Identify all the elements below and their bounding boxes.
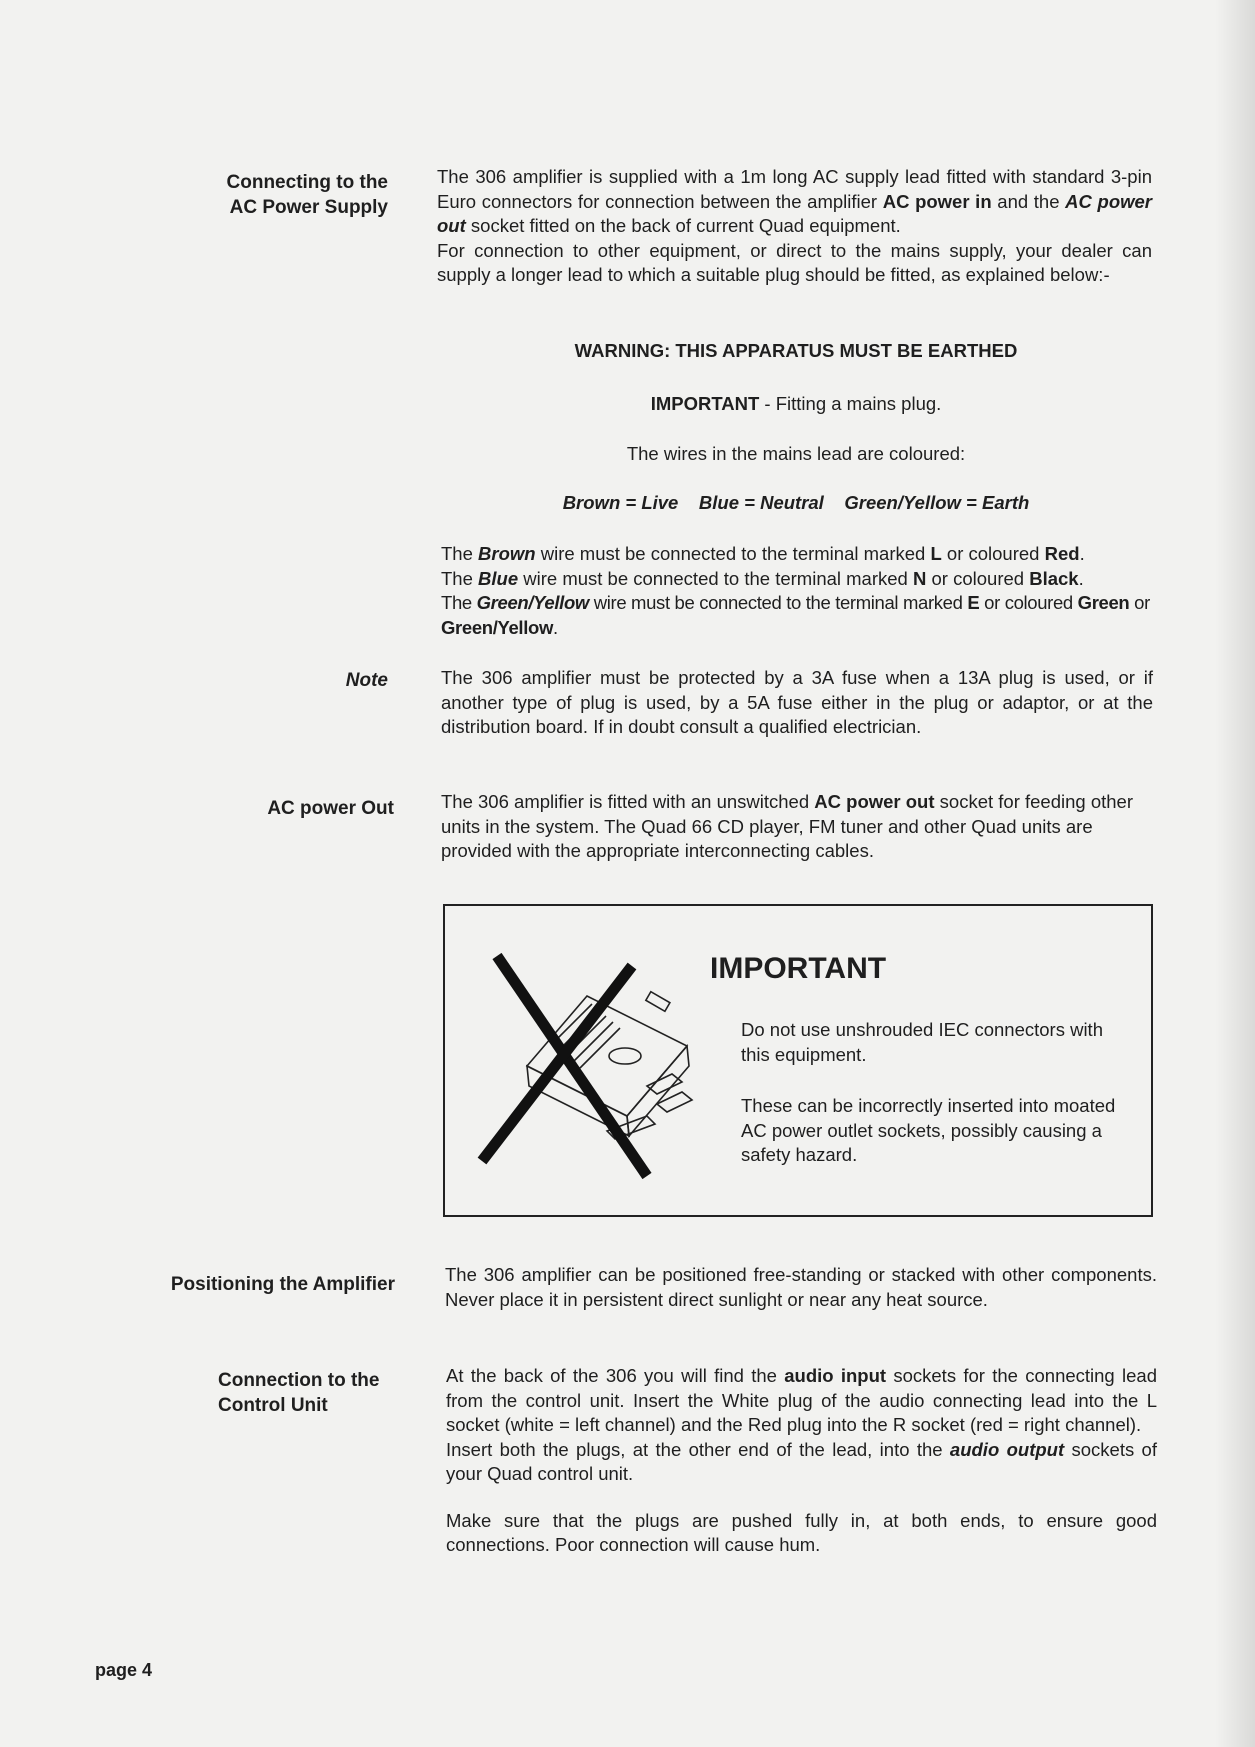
control-unit-text <box>446 1364 1157 1558</box>
heading-ac-supply: Connecting to the AC Power Supply <box>226 172 388 218</box>
rule-blue: The Blue wire must be connected to the terminal marked N or coloured Black. <box>441 567 1084 589</box>
ac-supply-paragraph-2: For connection to other equipment, or direct to the mains supply, your dealer can supply a longer lead to which a suitable plug should be fitted, as explained below:- <box>437 239 1152 285</box>
important-box-text-2: These can be incorrectly inserted into moated AC power outlet sockets, possibly causing a safety hazard. <box>741 1095 1116 1165</box>
page-number: page 4 <box>95 1660 153 1680</box>
positioning-text: The 306 amplifier can be positioned free-standing or stacked with other components. Never place it in persistent direct sunlight or near any heat source. <box>445 1264 1157 1310</box>
rule-green-yellow: The Green/Yellow wire must be connected to the terminal marked E or coloured Green or Green/Yellow. <box>441 592 1150 638</box>
heading-ac-power-out: AC power Out <box>267 798 394 819</box>
wiring-rules <box>441 542 1153 640</box>
control-paragraph-1: At the back of the 306 you will find the audio input sockets for the connecting lead from the control unit. Insert the White plug of the audio connecting lead into the L socket (white = left channel) and the Red plug into the R socket (red = right channel). <box>446 1365 1157 1435</box>
ac-supply-text <box>437 165 1152 288</box>
control-paragraph-3: Make sure that the plugs are pushed fully in, at both ends, to ensure good connections. Poor connection will cause hum. <box>446 1509 1157 1555</box>
heading-positioning: Positioning the Amplifier <box>170 1274 395 1295</box>
heading-control-unit: Connection to the Control Unit <box>218 1370 380 1416</box>
earth-warning: WARNING: THIS APPARATUS MUST BE EARTHED <box>574 340 1018 361</box>
wires-intro: The wires in the mains lead are coloured: <box>626 443 966 464</box>
note-text: The 306 amplifier must be protected by a 3A fuse when a 13A plug is used, or if another type of plug is used, by a 5A fuse either in the plug or adaptor, or at the distribution board. If in doubt consult a qualified electrician. <box>441 667 1153 737</box>
important-notice-box <box>443 904 1153 1217</box>
page-edge-shadow <box>1215 0 1255 1747</box>
heading-note: Note <box>345 670 388 691</box>
ac-power-out-text: The 306 amplifier is fitted with an unswitched AC power out socket for feeding other units in the system. The Quad 66 CD player, FM tuner and other Quad units are provided with the appropriate interconnecting cables. <box>441 791 1134 861</box>
important-box-text-1: Do not use unshrouded IEC connectors with this equipment. <box>741 1019 1103 1065</box>
control-paragraph-2: Insert both the plugs, at the other end of the lead, into the audio output sockets of your Quad control unit. <box>446 1438 1157 1484</box>
ac-supply-paragraph-1: The 306 amplifier is supplied with a 1m long AC supply lead fitted with standard 3-pin Euro connectors for connection between the amplifier AC power in and the AC power out socket fitted on the back of current Quad equipment. <box>437 166 1152 236</box>
fitting-plug-heading: IMPORTANT - Fitting a mains plug. <box>650 393 942 414</box>
wire-colour-key: Brown = Live Blue = Neutral Green/Yellow = Earth <box>562 492 1030 513</box>
important-box-title: IMPORTANT <box>710 952 887 985</box>
rule-brown: The Brown wire must be connected to the terminal marked L or coloured Red. <box>441 543 1085 564</box>
